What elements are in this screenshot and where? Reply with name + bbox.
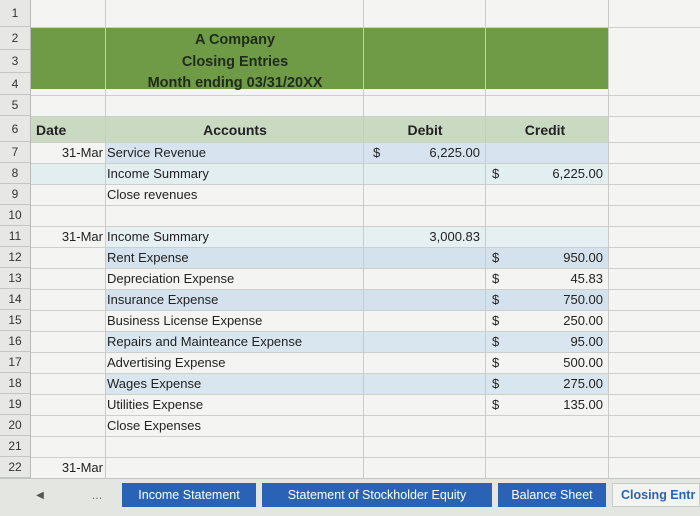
currency-symbol: $: [492, 334, 500, 349]
credit-amount[interactable]: 45.83: [570, 271, 603, 286]
account-cell[interactable]: Business License Expense: [107, 313, 263, 328]
company-name[interactable]: A Company: [194, 31, 276, 48]
debit-column-header[interactable]: Debit: [407, 121, 443, 138]
account-cell[interactable]: Rent Expense: [107, 250, 189, 265]
row-number[interactable]: 2: [0, 27, 30, 50]
more-tabs-button[interactable]: ...: [91, 488, 103, 502]
entry-date[interactable]: 31-Mar: [61, 229, 103, 244]
accounts-column-header[interactable]: Accounts: [203, 121, 267, 138]
credit-amount[interactable]: 750.00: [563, 292, 603, 307]
row-number[interactable]: 22: [0, 457, 30, 478]
currency-symbol: $: [373, 145, 381, 160]
credit-amount[interactable]: 950.00: [563, 250, 603, 265]
row-number[interactable]: 10: [0, 205, 30, 226]
row-number[interactable]: 11: [0, 226, 30, 247]
debit-amount[interactable]: 6,225.00: [429, 145, 480, 160]
credit-amount[interactable]: 95.00: [570, 334, 603, 349]
credit-column-header[interactable]: Credit: [524, 121, 566, 138]
tab-balance-sheet[interactable]: Balance Sheet: [498, 483, 606, 507]
row-number[interactable]: 8: [0, 163, 30, 184]
credit-amount[interactable]: 275.00: [563, 376, 603, 391]
row-number[interactable]: 17: [0, 352, 30, 373]
account-cell[interactable]: Insurance Expense: [107, 292, 219, 307]
entry-memo[interactable]: Close revenues: [107, 187, 198, 202]
row-number[interactable]: 13: [0, 268, 30, 289]
tab-statement-of-stockholder-equity[interactable]: Statement of Stockholder Equity: [262, 483, 492, 507]
debit-amount[interactable]: 3,000.83: [429, 229, 480, 244]
credit-amount[interactable]: 135.00: [563, 397, 603, 412]
sheet-tab-bar: [0, 478, 700, 516]
date-column-header[interactable]: Date: [36, 121, 67, 138]
row-number[interactable]: 14: [0, 289, 30, 310]
account-cell[interactable]: Income Summary: [107, 229, 209, 244]
currency-symbol: $: [492, 313, 500, 328]
row-header-column: [0, 0, 31, 478]
currency-symbol: $: [492, 271, 500, 286]
row-number[interactable]: 9: [0, 184, 30, 205]
currency-symbol: $: [492, 166, 500, 181]
account-cell[interactable]: Wages Expense: [107, 376, 202, 391]
row-number[interactable]: 18: [0, 373, 30, 394]
currency-symbol: $: [492, 292, 500, 307]
credit-amount[interactable]: 500.00: [563, 355, 603, 370]
entry-memo[interactable]: Close Expenses: [107, 418, 201, 433]
row-number[interactable]: 5: [0, 95, 30, 116]
currency-symbol: $: [492, 250, 500, 265]
account-cell[interactable]: Utilities Expense: [107, 397, 204, 412]
credit-amount[interactable]: 250.00: [563, 313, 603, 328]
account-cell[interactable]: Repairs and Mainteance Expense: [107, 334, 303, 349]
row-number[interactable]: 6: [0, 116, 30, 142]
account-cell[interactable]: Advertising Expense: [107, 355, 226, 370]
account-cell[interactable]: Service Revenue: [107, 145, 206, 160]
account-cell[interactable]: Income Summary: [107, 166, 209, 181]
row-number[interactable]: 4: [0, 73, 30, 95]
row-number[interactable]: 1: [0, 0, 30, 27]
entry-date[interactable]: 31-Mar: [61, 145, 103, 160]
entry-date[interactable]: 31-Mar: [61, 460, 103, 475]
row-number[interactable]: 16: [0, 331, 30, 352]
scroll-left-arrow-icon[interactable]: ◀: [36, 489, 44, 501]
row-number[interactable]: 12: [0, 247, 30, 268]
currency-symbol: $: [492, 355, 500, 370]
row-number[interactable]: 19: [0, 394, 30, 415]
report-title[interactable]: Closing Entries: [181, 53, 289, 70]
currency-symbol: $: [492, 376, 500, 391]
tab-closing-entries[interactable]: Closing Entr: [612, 483, 700, 507]
row-number[interactable]: 21: [0, 436, 30, 457]
row-number[interactable]: 20: [0, 415, 30, 436]
currency-symbol: $: [492, 397, 500, 412]
row-number[interactable]: 7: [0, 142, 30, 163]
report-period[interactable]: Month ending 03/31/20XX: [147, 74, 323, 91]
row-number[interactable]: 3: [0, 50, 30, 73]
tab-income-statement[interactable]: Income Statement: [122, 483, 256, 507]
credit-amount[interactable]: 6,225.00: [552, 166, 603, 181]
account-cell[interactable]: Depreciation Expense: [107, 271, 235, 286]
row-number[interactable]: 15: [0, 310, 30, 331]
